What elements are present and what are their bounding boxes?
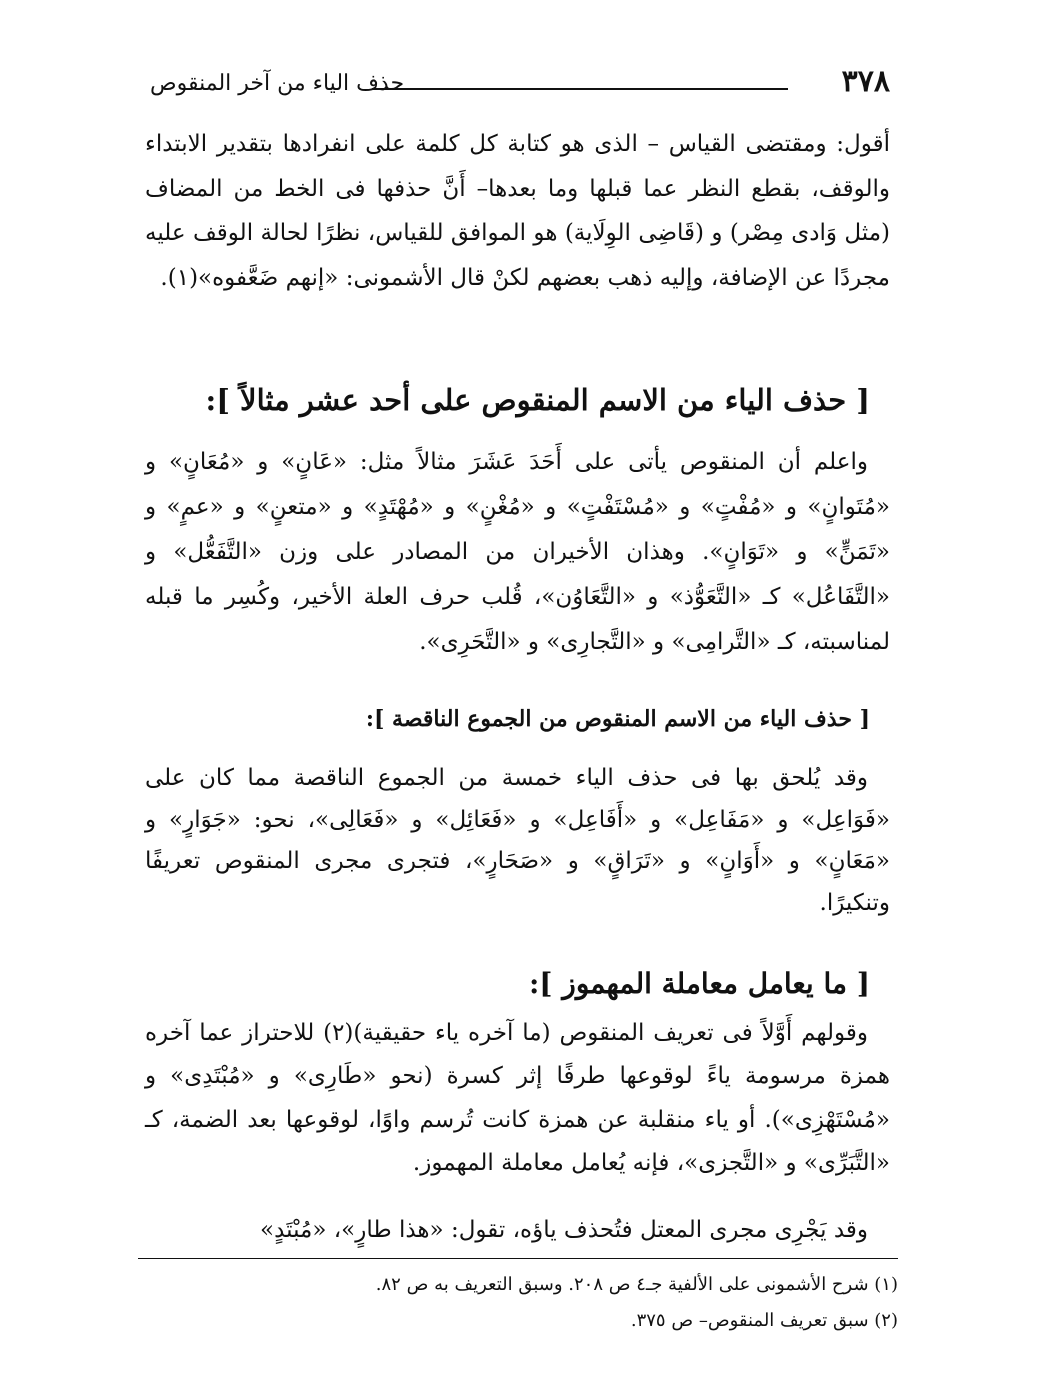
page-header: [150, 62, 890, 106]
section-heading-2: [ حذف الياء من الاسم المنقوص من الجموع الناقصة ]:: [365, 706, 870, 732]
header-rule: [372, 88, 788, 90]
section-heading-3: [ ما يعامل معاملة المهموز ]:: [528, 967, 870, 1000]
section-heading-1: [ حذف الياء من الاسم المنقوص على أحد عشر مثالاً ]:: [205, 383, 870, 417]
paragraph-5: وقد يَجْرِى مجرى المعتل فتُحذف ياؤه، تقول: «هذا طارٍ»، «مُبْتَدٍ»: [260, 1217, 868, 1243]
paragraph-3: وقد يُلحق بها فى حذف الياء خمسة من الجموع الناقصة مما كان على «فَوَاعِل» و «مَفَاعِل» و «أَفَاعِل» و «فَعَائِل» و «فَعَالِى»، نحو: «جَوَارٍ» و «مَعَانٍ» و «أَوَانٍ» و «تَرَاقٍ» و «صَحَارٍ»، فتجرى مجرى المنقوص تعريفًا وتنكيرًا.: [145, 765, 890, 916]
paragraph-4: وقولهم أَوَّلاً فى تعريف المنقوص (ما آخره ياء حقيقية)(٢) للاحتراز عما آخره همزة مرسومة ياءً لوقوعها طرفًا إثر كسرة (نحو «طَارِى» و «مُبْتَدِى» و «مُسْتَهْزِى»). أو ياء منقلبة عن همزة كانت تُرسم واوًا، لوقوعها بعد الضمة، كـ «التَّبَرِّى» و «التَّجزى»، فإنه يُعامل معاملة المهموز.: [145, 1020, 890, 1176]
page-number: ٣٧٨: [841, 64, 890, 99]
paragraph-1: أقول: ومقتضى القياس – الذى هو كتابة كل كلمة على انفرادها بتقدير الابتداء والوقف، بقطع النظر عما قبلها وما بعدها– أَنَّ حذفها فى الخط من المضاف (مثل وَادى مِصْر) و (قَاضِى الوِلَاية) هو الموافق للقياس، نظرًا لحالة الوقف عليه مجردًا عن الإضافة، وإليه ذهب بعضهم لكنْ قال الأشمونى: «إنهم ضَعَّفوه»(١).: [145, 131, 890, 291]
footnote-1: (١) شرح الأشمونى على الألفية جـ٤ ص ٢٠٨. وسبق التعريف به ص ٨٢.: [375, 1274, 898, 1295]
running-title: حذف الياء من آخر المنقوص: [150, 71, 405, 96]
footnote-2: (٢) سبق تعريف المنقوص– ص ٣٧٥.: [630, 1310, 898, 1331]
footnote-rule: [138, 1258, 898, 1259]
paragraph-2: واعلم أن المنقوص يأتى على أَحَدَ عَشَرَ مثالاً مثل: «عَانٍ» و «مُعَانٍ» و «مُتَوانٍ» و «مُفْتٍ» و «مُسْتَفْتٍ» و «مُغْنٍ» و «مُهْتَدٍ» و «متعنٍ» و «عمٍ» و «تَمَنٍّ» و «تَوَانٍ». وهذان الأخيران من المصادر على وزن «التَّفَعُّل» و «التَّفَاعُل» كـ «التَّعَوُّذ» و «التَّعَاوُن»، قُلب حرف العلة الأخير، وكُسِر ما قبله لمناسبته، كـ «التَّرامِى» و «التَّجارِى» و «التَّحَرِى».: [145, 449, 890, 655]
